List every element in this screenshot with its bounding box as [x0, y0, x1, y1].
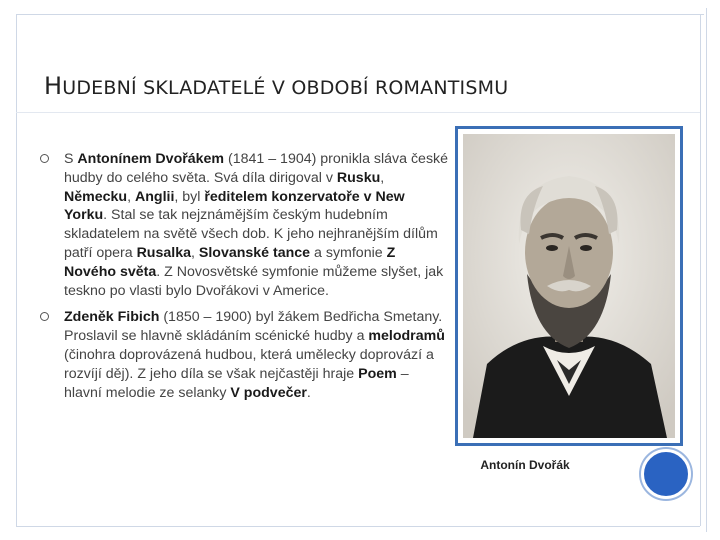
frame-line-top — [16, 14, 704, 15]
bullet-segment: S — [64, 151, 78, 167]
frame-line-right — [700, 14, 701, 526]
bullet-segment: – hlavní melodie ze selanky — [64, 365, 409, 401]
bullet-emphasis: Anglii — [134, 188, 175, 205]
bullet-segment: , — [127, 188, 135, 205]
bullet-emphasis: Německu — [64, 188, 128, 205]
bullet-segment: . Stal se tak nejznámějším českým hudebním skladatelem na světě všech dob. K jeho nejhranějším dílům patří opera — [64, 207, 438, 261]
slide-title — [44, 72, 684, 100]
portrait-photo — [463, 134, 675, 438]
bullet-segment: , — [190, 244, 199, 261]
bullet-emphasis: ředitelem konzervatoře v New Yorku — [64, 188, 405, 224]
bullet-text — [64, 309, 445, 400]
bullet-segment: , byl — [174, 188, 205, 205]
bullet-circle-icon — [40, 312, 49, 321]
bullet-segment: (1841 – 1904) pronikla sláva české hudby do celého světa. Svá díla dirigoval v — [64, 151, 449, 186]
portrait-frame — [455, 126, 683, 446]
bullet-emphasis: V podvečer — [230, 384, 307, 401]
bullet-segment: . — [306, 384, 311, 401]
slide-title-rest: UDEBNÍ SKLADATELÉ V OBDOBÍ ROMANTISMU — [62, 77, 509, 99]
frame-line-left — [16, 14, 17, 526]
frame-line-bottom — [16, 526, 700, 527]
frame-line-right-outer — [706, 8, 707, 532]
decorative-circle — [641, 449, 691, 499]
bullet-segment: (1850 – 1900) byl žákem Bedřicha Smetany. Proslavil se hlavně skládáním scénické hudby a — [64, 309, 443, 345]
bullet-segment: a symfonie — [310, 244, 387, 261]
bullet-dvorak — [40, 150, 450, 300]
bullet-emphasis: Poem — [358, 365, 397, 382]
title-rule — [16, 112, 700, 113]
bullet-emphasis: Antonínem Dvořákem — [77, 151, 225, 167]
bullet-segment: , — [380, 169, 385, 186]
bullet-circle-icon — [40, 154, 49, 163]
bullet-emphasis: Slovanské tance — [198, 244, 311, 261]
bullet-emphasis: Z Nového světa — [64, 244, 396, 280]
portrait-caption: Antonín Dvořák — [480, 458, 570, 472]
bullet-fibich — [40, 308, 450, 402]
slide-content — [40, 150, 450, 410]
portrait-illustration — [463, 134, 675, 438]
bullet-text — [64, 151, 448, 299]
bullet-segment: (činohra doprovázená hudbou, která umělecky doprovází a rozvíjí děj). Z jeho díla se však nejčastěji hraje — [64, 346, 434, 382]
bullet-emphasis: Rusalka — [136, 244, 191, 261]
bullet-segment: . Z Novosvětské symfonie můžeme slyšet, jak teskno po vlasti bylo Dvořákovi v Americe. — [64, 263, 444, 299]
slide-title-initial: H — [44, 72, 63, 100]
bullet-emphasis: melodramů — [368, 328, 445, 345]
bullet-emphasis: Rusku — [336, 169, 381, 186]
bullet-emphasis: Zdeněk Fibich — [64, 309, 160, 326]
